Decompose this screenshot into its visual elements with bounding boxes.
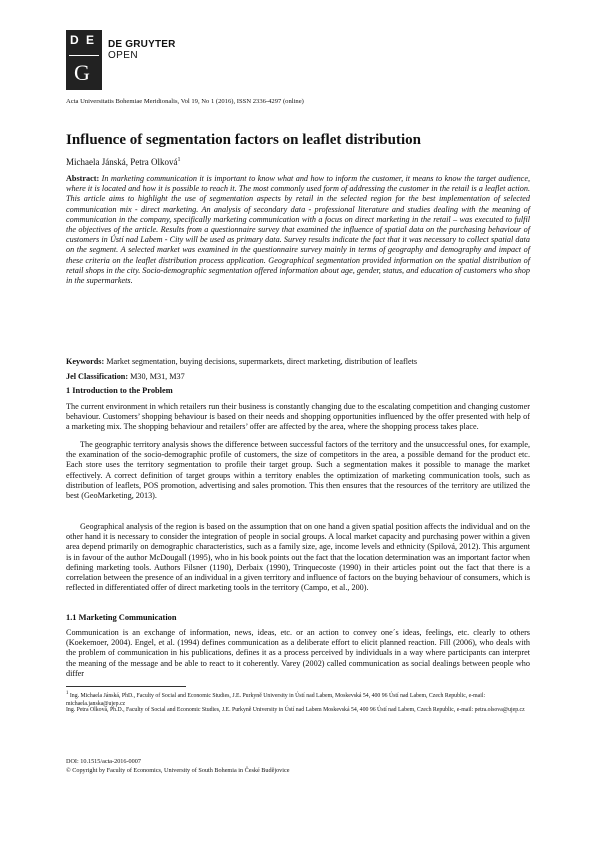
author-line bbox=[66, 157, 180, 167]
paragraph-2: The geographic territory analysis shows the difference between successful factors of the territory and the unsuccessful ones, for example, the examination of the socio-demographic profile of customers, the size of competitors in the area, a possible demand for the product etc. Each store uses the territory segmentation to profile their target group. Such a segmentation makes it possible to manage the market effectively. A correct definition of target groups within a territory enables the optimization of marketing communication tools, such as distribution of leaflets, POS promotion, advertising and sales promotion. This then ensures that the resources of the territory are utilized the best (GeoMarketing, 2013). bbox=[66, 440, 530, 501]
section-heading-marketing-communication: 1.1 Marketing Communication bbox=[66, 613, 177, 622]
abstract bbox=[66, 174, 530, 286]
logo-letter-d: D bbox=[70, 33, 79, 47]
keywords-text: Market segmentation, buying decisions, supermarkets, direct marketing, distribution of leaflets bbox=[106, 357, 418, 366]
footnote-2: Ing. Petra Olková, Ph.D., Faculty of Social and Economic Studies, J.E. Purkyně University in Ústí nad Labem Moskevská 54, 400 96 Ústí nad Labem, Czech Republic, e-mail: petra.olsova@ujep.cz bbox=[66, 707, 525, 713]
author-names: Michaela Jánská, Petra Olková bbox=[66, 157, 178, 167]
footnote-rule bbox=[66, 686, 186, 687]
paper-title: Influence of segmentation factors on leaflet distribution bbox=[66, 132, 421, 148]
publisher-line-2: OPEN bbox=[108, 50, 138, 61]
journal-citation: Acta Universitatis Bohemiae Meridionalis, Vol 19, No 1 (2016), ISSN 2336-4297 (online) bbox=[66, 98, 304, 105]
copyright: © Copyright by Faculty of Economics, University of South Bohemia in České Budějovice bbox=[66, 766, 290, 774]
keywords-label: Keywords: bbox=[66, 357, 105, 366]
paragraph-3: Geographical analysis of the region is based on the assumption that on one hand a given spatial position affects the individual and on the other hand it is necessary to consider the integration of people in social groups. A local market capacity and purchasing power within a given area depend primarily on demographic characteristics, such as a family size, age, income levels and ethnicity (Spilová, 2012). This argument is in favour of the author McDougall (1995), who in his book points out the fact that the location determination was an important factor when defining marketing tools. Authors Filsner (1190), Derbaix (1990), Trinquecoste (1990) in their articles point out the fact that there is a correlation between the presence of an individual in a given territory and influence of factors on the buying behaviour of consumers, which is reflected in differentiated offer of direct marketing tools in the territory (Campo, et al., 200). bbox=[66, 522, 530, 593]
publisher-name bbox=[108, 39, 176, 61]
section-heading-introduction: 1 Introduction to the Problem bbox=[66, 386, 173, 395]
doi: DOI: 10.1515/acta-2016-0007 bbox=[66, 758, 141, 765]
jel-label: Jel Classification: bbox=[66, 372, 129, 381]
footnote-1-text: Ing. Michaela Jánská, PhD., Faculty of Social and Economic Studies, J.E. Purkyně University in Ústí nad Labem, Moskevská 54, 400 96 Ústí nad Labem, Czech Republic, e-mail: michaela.janska@ujep.cz bbox=[66, 692, 486, 707]
paragraph-1: The current environment in which retailers run their business is constantly changing due to the escalating competition and changing customer behaviour. Customers’ shopping behaviour is based on their needs and shopping opportunities influenced by the offer presented with help of a marketing mix. The shopping behaviour and retailers’ offer are affected by the area, where the shopping process takes place. bbox=[66, 402, 530, 432]
author-footnote-marker: 1 bbox=[177, 157, 181, 163]
keywords bbox=[66, 357, 530, 367]
logo-letter-g: G bbox=[74, 60, 90, 85]
logo-letter-e: E bbox=[86, 33, 95, 47]
footnote-1-marker: 1 bbox=[66, 691, 69, 696]
paragraph-4: Communication is an exchange of information, news, ideas, etc. or an action to convey one´s ideas, feelings, etc. clearly to others (Koekemoer, 2004). Engel, et al. (1994) defines communication as a deliberate effort to elicit planned reaction. Fill (2006), who deals with the problem of communication in his publications, defines it as a process perceived by individuals in a way where participants can interpret the meaning of the message and be able to react to it coherently. Varey (2002) called communication as social dealings between people who differ bbox=[66, 628, 530, 678]
logo-divider bbox=[69, 55, 99, 56]
jel-codes: M30, M31, M37 bbox=[130, 372, 185, 381]
jel-classification bbox=[66, 372, 530, 382]
publisher-line-1: DE GRUYTER bbox=[108, 39, 176, 50]
abstract-label: Abstract: bbox=[66, 174, 100, 183]
doi-block bbox=[66, 758, 289, 775]
abstract-text: In marketing communication it is important to know what and how to inform the customer, it means to know the target audience, where it is located and how it is possible to reach it. The most commonly used form of addressing the customer in the retail is a leaflet action. This article aims to highlight the use of segmentation aspects by retail in the selected region for the best implementation of selected communication mix - direct marketing. An analysis of secondary data - professional literature and studies dealing with the meaning of communication in the company, specifically marketing communication with a focus on direct marketing in the retail – was executed to fulfil the objectives of the article. Results from a questionnaire survey that examined the influence of spatial data on the purchasing behaviour of customers in Ústí nad Labem - City will be used as primary data. Survey results indicate the fact that it was necessary to collect spatial data on the segment. A selected market was examined in the questionnaire survey mainly in terms of geography and demography and impact of these criteria on the leaflet distribution process application. Geographical segmentation provided information on the spatial distribution of retail shops in the city. Socio-demographic segmentation offered information about age, gender, status, and education of customers who shop in the supermarkets. bbox=[66, 174, 530, 286]
de-gruyter-logo bbox=[66, 30, 102, 90]
